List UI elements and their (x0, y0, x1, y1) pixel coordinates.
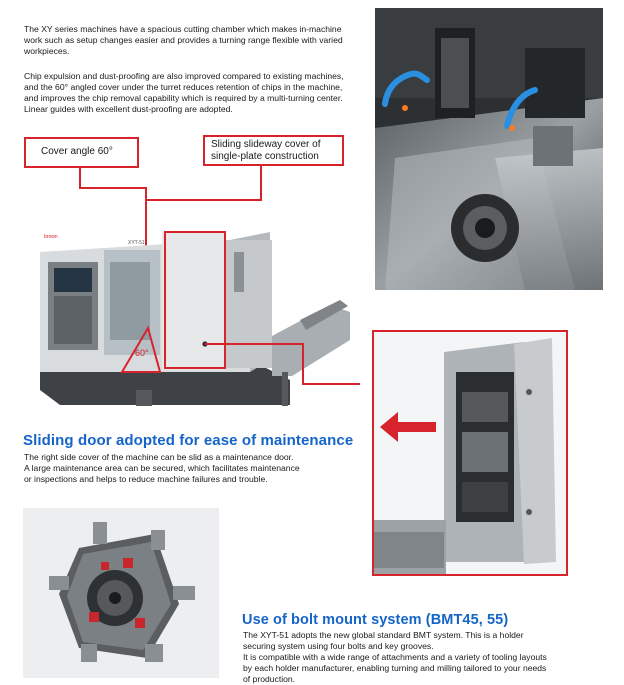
intro-paragraph-2: Chip expulsion and dust-proofing are also improved compared to existing machines, and the 60° angled cover under the turret reduces retention of chips in the machine, and improves the chip removal capability which is required by a multi-turning center. Linear guides with excellent dust-proofing are adopted. (24, 71, 344, 114)
intro-paragraph-1: The XY series machines have a spacious cutting chamber which makes in-machine work such as setup changes easier and provides a turning range flexible with varied workpieces. (24, 24, 343, 56)
sliding-door-text-line1: The right side cover of the machine can be slid as a maintenance door. (24, 452, 294, 462)
angle-mark: 60° (135, 348, 149, 358)
sliding-door-text-line2: A large maintenance area can be secured, which facilitates maintenance (24, 463, 300, 473)
sliding-door-text-line3: or inspections and helps to reduce machine failures and trouble. (24, 474, 268, 484)
cover-angle-label: Cover angle 60° (41, 146, 113, 157)
machine-model-text: XYT-51 (128, 240, 145, 246)
slideway-cover-label-line1: Sliding slideway cover of (211, 139, 321, 150)
turret-render (23, 508, 219, 678)
slideway-cover-label-line2: single-plate construction (211, 151, 319, 162)
bolt-mount-text-line3: It is compatible with a wide range of attachments and a variety of tooling layouts (243, 652, 547, 662)
machine-brand-text: brown (44, 234, 58, 240)
bolt-mount-text-line2: securing system using four bolts and key grooves. (243, 641, 434, 651)
bolt-mount-text-line1: The XYT-51 adopts the new global standard BMT system. This is a holder (243, 630, 524, 640)
bolt-mount-text-line4: by each holder manufacturer, enabling turning and milling tailored to your needs (243, 663, 547, 673)
sliding-door-heading: Sliding door adopted for ease of maintenance (23, 432, 354, 449)
bolt-mount-heading: Use of bolt mount system (BMT45, 55) (242, 612, 509, 628)
maintenance-door-photo (372, 330, 568, 576)
bolt-mount-text-line5: of production. (243, 674, 296, 684)
